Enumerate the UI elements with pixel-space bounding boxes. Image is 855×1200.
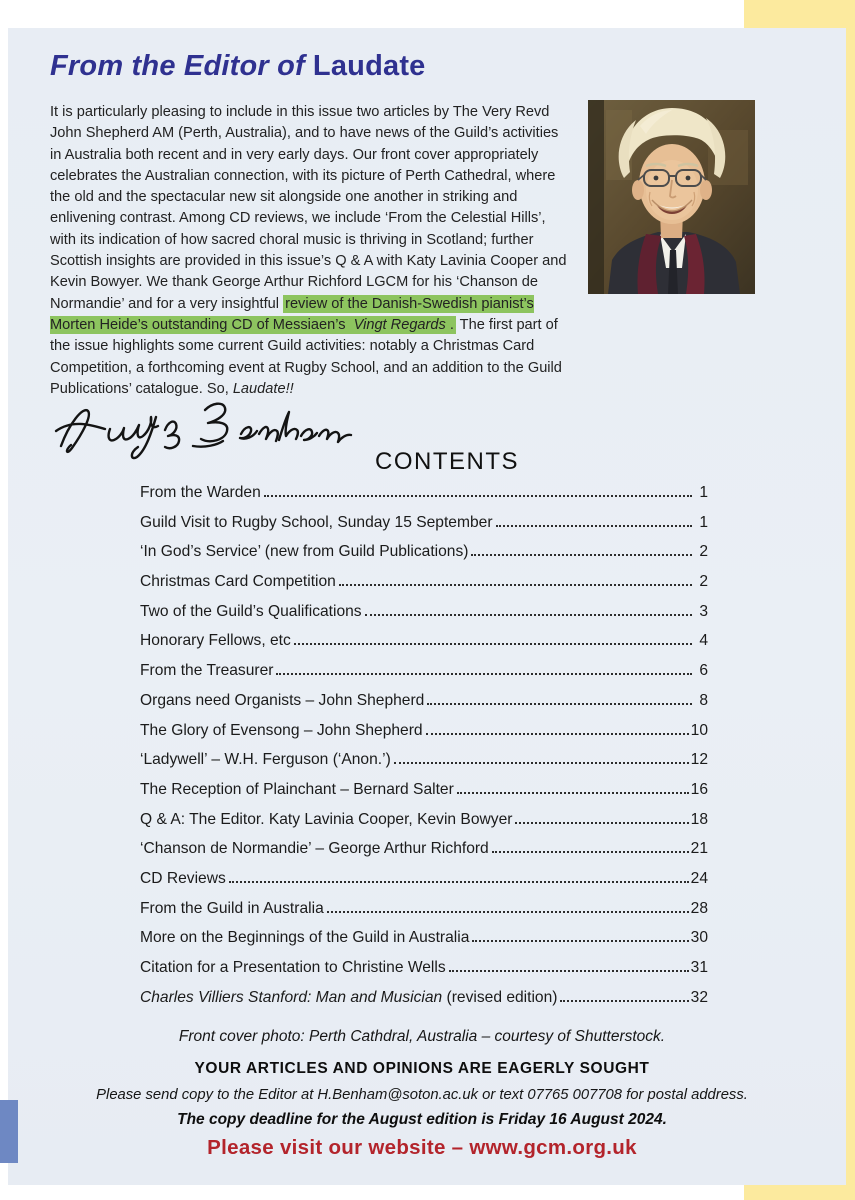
- toc-row: More on the Beginnings of the Guild in Australia 30: [140, 929, 708, 947]
- toc-row: ‘Chanson de Normandie’ – George Arthur Richford 21: [140, 840, 708, 858]
- front-cover-credit: Front cover photo: Perth Cathdral, Australia – courtesy of Shutterstock.: [178, 1028, 666, 1045]
- toc-row: Christmas Card Competition 2: [140, 573, 708, 591]
- dot-leader: [229, 881, 689, 883]
- table-of-contents: [140, 484, 708, 1018]
- dot-leader: [294, 643, 692, 645]
- page-title-roman-part: Laudate: [312, 50, 426, 82]
- page-content-area: [8, 28, 846, 1185]
- dot-leader: [560, 1000, 688, 1002]
- highlighted-work-title: Vingt Regards: [353, 316, 446, 333]
- toc-row: From the Treasurer 6: [140, 662, 708, 680]
- copy-deadline-notice: The copy deadline for the August edition is Friday 16 August 2024.: [177, 1111, 667, 1128]
- dot-leader: [339, 584, 692, 586]
- dot-leader: [365, 614, 692, 616]
- highlight-period: .: [449, 316, 454, 333]
- toc-row: From the Warden 1: [140, 484, 708, 501]
- editor-paragraph: [50, 102, 571, 400]
- page-title-italic-part: From the Editor of: [50, 50, 305, 82]
- toc-row: Guild Visit to Rugby School, Sunday 15 September 1: [140, 513, 708, 531]
- dot-leader: [472, 940, 688, 942]
- toc-row: CD Reviews 24: [140, 869, 708, 887]
- toc-row: The Reception of Plainchant – Bernard Salter 16: [140, 780, 708, 798]
- toc-row: ‘Ladywell’ – W.H. Ferguson (‘Anon.’) 12: [140, 751, 708, 769]
- dot-leader: [427, 703, 692, 705]
- dot-leader: [264, 495, 692, 497]
- dot-leader: [515, 822, 688, 824]
- left-edge-blue-tab: [0, 1100, 18, 1163]
- paragraph-continuation: The first part of the issue highlights some current Guild activities: notably a Christmas Card Competition, a forthcoming event at Rugby School, and an addition to the Guild Publications’ catalogue. So,: [50, 316, 562, 397]
- toc-row: ‘In God’s Service’ (new from Guild Publications) 2: [140, 543, 708, 561]
- paragraph-intro: It is particularly pleasing to include in this issue two articles by The Very Revd John Shepherd AM (Perth, Australia), and to have news of the Guild’s activities in Australia both recent and in very early days. Our front cover appropriately celebrates the Australian connection, with its picture of Perth Cathedral, where the old and the spectacular new sit alongside one another in striking and enlivening contrast. Among CD reviews, we include ‘From the Celestial Hills’, with its indication of how sacred choral music is thriving in Scotland; further Scottish insights are provided in this issue’s Q & A with Katy Lavinia Cooper and Kevin Bowyer. We thank George Arthur Richford LGCM for his ‘Chanson de Normandie’ and for a very insightful: [50, 104, 567, 312]
- highlighted-review-text: review of the Danish-Swedish pianist’s Morten Heide’s outstanding CD of Messiaen’s: [50, 295, 534, 333]
- website-link-text: Please visit our website – www.gcm.org.uk: [207, 1136, 637, 1159]
- toc-row: Q & A: The Editor. Katy Lavinia Cooper, Kevin Bowyer 18: [140, 810, 708, 828]
- toc-row: Charles Villiers Stanford: Man and Musician (revised edition) 32: [140, 988, 708, 1006]
- toc-row: The Glory of Evensong – John Shepherd 10: [140, 721, 708, 739]
- toc-row: From the Guild in Australia 28: [140, 899, 708, 917]
- editor-portrait-photo: [588, 100, 755, 294]
- dot-leader: [471, 554, 692, 556]
- toc-row: Citation for a Presentation to Christine Wells 31: [140, 959, 708, 976]
- dot-leader: [496, 525, 692, 527]
- toc-row: Honorary Fellows, etc 4: [140, 632, 708, 650]
- dot-leader: [394, 762, 689, 764]
- dot-leader: [492, 851, 689, 853]
- dot-leader: [457, 792, 689, 794]
- dot-leader: [449, 970, 689, 972]
- dot-leader: [426, 733, 689, 735]
- copy-submission-instructions: Please send copy to the Editor at H.Benham@soton.ac.uk or text 07765 007708 for postal address.: [96, 1087, 748, 1103]
- dot-leader: [276, 673, 692, 675]
- contents-heading: CONTENTS: [375, 448, 519, 475]
- page-title: [50, 50, 426, 83]
- articles-sought-notice: YOUR ARTICLES AND OPINIONS ARE EAGERLY SOUGHT: [194, 1060, 650, 1077]
- toc-row: Organs need Organists – John Shepherd 8: [140, 691, 708, 709]
- page-footer: [8, 1028, 846, 1160]
- dot-leader: [327, 911, 689, 913]
- toc-row: Two of the Guild’s Qualifications 3: [140, 602, 708, 620]
- laudate-exclamation: Laudate!!: [232, 380, 294, 397]
